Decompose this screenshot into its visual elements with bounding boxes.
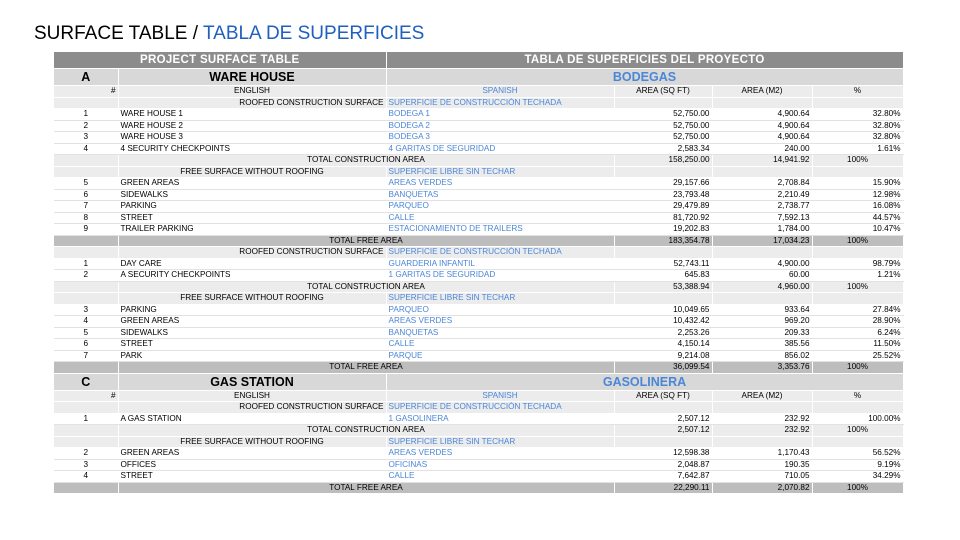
- table-row: [54, 109, 903, 121]
- row-english: GREEN AREAS: [118, 316, 386, 328]
- empty-cell: [54, 166, 118, 178]
- row-number: 3: [54, 132, 118, 144]
- column-area-m2: AREA (M2): [712, 86, 812, 98]
- empty-cell: [54, 97, 118, 109]
- row-number: 3: [54, 459, 118, 471]
- row-spanish: AREAS VERDES: [386, 178, 614, 190]
- row-number: 7: [54, 350, 118, 362]
- total-label: TOTAL FREE AREA: [118, 482, 614, 494]
- empty-cell: [712, 97, 812, 109]
- row-percent: 16.08%: [812, 201, 903, 213]
- row-area-sqft: 7,642.87: [614, 471, 712, 483]
- row-percent: 32.80%: [812, 109, 903, 121]
- row-spanish: PARQUE: [386, 350, 614, 362]
- empty-cell: [712, 293, 812, 305]
- row-percent: 27.84%: [812, 304, 903, 316]
- row-english: WARE HOUSE 2: [118, 120, 386, 132]
- row-number: 4: [54, 471, 118, 483]
- row-area-m2: 209.33: [712, 327, 812, 339]
- column-area-sqft: AREA (SQ FT): [614, 390, 712, 402]
- table-row: [54, 270, 903, 282]
- section-name-spanish: GASOLINERA: [386, 373, 903, 390]
- free-label-spanish: SUPERFICIE LIBRE SIN TECHAR: [386, 293, 614, 305]
- section-name-english: GAS STATION: [118, 373, 386, 390]
- empty-cell: [54, 436, 118, 448]
- row-spanish: ESTACIONAMIENTO DE TRAILERS: [386, 224, 614, 236]
- free-subheader-row: [54, 166, 903, 178]
- empty-cell: [812, 436, 903, 448]
- row-area-sqft: 4,150.14: [614, 339, 712, 351]
- row-number: 7: [54, 201, 118, 213]
- total-free-row: [54, 482, 903, 494]
- row-spanish: PARQUEO: [386, 201, 614, 213]
- roofed-label-english: ROOFED CONSTRUCTION SURFACE: [118, 247, 386, 259]
- row-area-sqft: 2,583.34: [614, 143, 712, 155]
- row-area-m2: 710.05: [712, 471, 812, 483]
- row-area-m2: 232.92: [712, 413, 812, 425]
- table-row: [54, 448, 903, 460]
- row-spanish: CALLE: [386, 471, 614, 483]
- table-row: [54, 132, 903, 144]
- empty-cell: [812, 97, 903, 109]
- row-area-sqft: 52,750.00: [614, 109, 712, 121]
- row-spanish: 4 GARITAS DE SEGURIDAD: [386, 143, 614, 155]
- surface-table: [54, 52, 904, 494]
- empty-cell: [812, 247, 903, 259]
- table-row: [54, 189, 903, 201]
- empty-cell: [54, 402, 118, 414]
- column-english: ENGLISH: [118, 86, 386, 98]
- column-percent: %: [812, 86, 903, 98]
- row-area-sqft: 81,720.92: [614, 212, 712, 224]
- row-area-sqft: 2,507.12: [614, 413, 712, 425]
- column-english: ENGLISH: [118, 390, 386, 402]
- row-spanish: PARQUEO: [386, 304, 614, 316]
- free-subheader-row: [54, 293, 903, 305]
- title-spanish: TABLA DE SUPERFICIES: [202, 23, 425, 44]
- title-english: SURFACE TABLE /: [34, 23, 199, 44]
- row-area-sqft: 12,598.38: [614, 448, 712, 460]
- roofed-subheader-row: [54, 402, 903, 414]
- total-percent: 100%: [812, 425, 903, 437]
- table-row: [54, 258, 903, 270]
- row-spanish: CALLE: [386, 212, 614, 224]
- total-percent: 100%: [812, 235, 903, 247]
- row-number: 6: [54, 339, 118, 351]
- table-row: [54, 339, 903, 351]
- free-label-spanish: SUPERFICIE LIBRE SIN TECHAR: [386, 436, 614, 448]
- row-number: 4: [54, 143, 118, 155]
- row-area-m2: 856.02: [712, 350, 812, 362]
- row-area-sqft: 2,253.26: [614, 327, 712, 339]
- total-area-sqft: 183,354.78: [614, 235, 712, 247]
- row-area-sqft: 10,049.65: [614, 304, 712, 316]
- total-area-m2: 3,353.76: [712, 362, 812, 374]
- row-area-m2: 240.00: [712, 143, 812, 155]
- table-row: [54, 327, 903, 339]
- row-english: DAY CARE: [118, 258, 386, 270]
- row-area-m2: 4,900.64: [712, 132, 812, 144]
- total-area-m2: 4,960.00: [712, 281, 812, 293]
- row-area-m2: 2,738.77: [712, 201, 812, 213]
- row-english: WARE HOUSE 3: [118, 132, 386, 144]
- row-area-m2: 1,170.43: [712, 448, 812, 460]
- section-header-row: [54, 69, 903, 86]
- surface-table-body: [54, 52, 903, 494]
- row-area-m2: 1,784.00: [712, 224, 812, 236]
- row-percent: 11.50%: [812, 339, 903, 351]
- row-area-sqft: 19,202.83: [614, 224, 712, 236]
- row-spanish: GUARDERIA INFANTIL: [386, 258, 614, 270]
- total-area-sqft: 158,250.00: [614, 155, 712, 167]
- table-row: [54, 178, 903, 190]
- row-area-m2: 969.20: [712, 316, 812, 328]
- header-spanish: TABLA DE SUPERFICIES DEL PROYECTO: [386, 52, 903, 69]
- column-header-row: [54, 86, 903, 98]
- empty-cell: [614, 166, 712, 178]
- row-area-m2: 385.56: [712, 339, 812, 351]
- roofed-subheader-row: [54, 247, 903, 259]
- row-english: GREEN AREAS: [118, 448, 386, 460]
- row-number: 2: [54, 448, 118, 460]
- row-spanish: BODEGA 2: [386, 120, 614, 132]
- empty-cell: [712, 166, 812, 178]
- empty-cell: [614, 247, 712, 259]
- total-area-m2: 232.92: [712, 425, 812, 437]
- row-area-sqft: 645.83: [614, 270, 712, 282]
- empty-cell: [54, 362, 118, 374]
- total-area-sqft: 53,388.94: [614, 281, 712, 293]
- table-row: [54, 316, 903, 328]
- row-area-sqft: 52,743.11: [614, 258, 712, 270]
- table-row: [54, 459, 903, 471]
- roofed-label-english: ROOFED CONSTRUCTION SURFACE: [118, 402, 386, 414]
- row-number: 5: [54, 178, 118, 190]
- roofed-label-spanish: SUPERFICIE DE CONSTRUCCIÓN TECHADA: [386, 402, 614, 414]
- total-percent: 100%: [812, 155, 903, 167]
- row-area-sqft: 9,214.08: [614, 350, 712, 362]
- column-area-m2: AREA (M2): [712, 390, 812, 402]
- empty-cell: [614, 436, 712, 448]
- row-area-m2: 60.00: [712, 270, 812, 282]
- column-spanish: SPANISH: [386, 390, 614, 402]
- row-area-sqft: 52,750.00: [614, 132, 712, 144]
- empty-cell: [54, 247, 118, 259]
- row-english: 4 SECURITY CHECKPOINTS: [118, 143, 386, 155]
- row-percent: 12.98%: [812, 189, 903, 201]
- row-percent: 100.00%: [812, 413, 903, 425]
- row-area-m2: 4,900.64: [712, 120, 812, 132]
- total-label: TOTAL FREE AREA: [118, 362, 614, 374]
- row-spanish: 1 GARITAS DE SEGURIDAD: [386, 270, 614, 282]
- row-spanish: BODEGA 3: [386, 132, 614, 144]
- row-area-sqft: 10,432.42: [614, 316, 712, 328]
- free-label-spanish: SUPERFICIE LIBRE SIN TECHAR: [386, 166, 614, 178]
- row-english: SIDEWALKS: [118, 327, 386, 339]
- total-construction-row: [54, 281, 903, 293]
- row-area-sqft: 23,793.48: [614, 189, 712, 201]
- total-free-row: [54, 235, 903, 247]
- total-label: TOTAL FREE AREA: [118, 235, 614, 247]
- row-english: STREET: [118, 471, 386, 483]
- empty-cell: [614, 293, 712, 305]
- row-area-m2: 2,708.84: [712, 178, 812, 190]
- column-header-row: [54, 390, 903, 402]
- row-area-m2: 4,900.00: [712, 258, 812, 270]
- row-spanish: BANQUETAS: [386, 327, 614, 339]
- row-english: SIDEWALKS: [118, 189, 386, 201]
- row-spanish: AREAS VERDES: [386, 448, 614, 460]
- table-row: [54, 304, 903, 316]
- row-number: 9: [54, 224, 118, 236]
- empty-cell: [54, 155, 118, 167]
- free-label-english: FREE SURFACE WITHOUT ROOFING: [118, 166, 386, 178]
- empty-cell: [614, 97, 712, 109]
- empty-cell: [812, 402, 903, 414]
- row-spanish: BANQUETAS: [386, 189, 614, 201]
- free-label-english: FREE SURFACE WITHOUT ROOFING: [118, 436, 386, 448]
- row-area-m2: 7,592.13: [712, 212, 812, 224]
- table-row: [54, 413, 903, 425]
- row-percent: 1.21%: [812, 270, 903, 282]
- row-percent: 1.61%: [812, 143, 903, 155]
- section-letter: A: [54, 69, 118, 86]
- row-english: OFFICES: [118, 459, 386, 471]
- roofed-label-spanish: SUPERFICIE DE CONSTRUCCIÓN TECHADA: [386, 97, 614, 109]
- empty-cell: [812, 293, 903, 305]
- row-english: PARKING: [118, 304, 386, 316]
- total-area-sqft: 36,099.54: [614, 362, 712, 374]
- table-row: [54, 201, 903, 213]
- row-english: PARK: [118, 350, 386, 362]
- header-english: PROJECT SURFACE TABLE: [54, 52, 386, 69]
- empty-cell: [54, 293, 118, 305]
- table-row: [54, 350, 903, 362]
- empty-cell: [712, 402, 812, 414]
- table-row: [54, 224, 903, 236]
- table-row: [54, 212, 903, 224]
- row-percent: 32.80%: [812, 120, 903, 132]
- total-area-sqft: 2,507.12: [614, 425, 712, 437]
- row-spanish: OFICINAS: [386, 459, 614, 471]
- total-area-m2: 17,034.23: [712, 235, 812, 247]
- free-label-english: FREE SURFACE WITHOUT ROOFING: [118, 293, 386, 305]
- total-free-row: [54, 362, 903, 374]
- row-area-m2: 190.35: [712, 459, 812, 471]
- row-percent: 34.29%: [812, 471, 903, 483]
- row-area-m2: 2,210.49: [712, 189, 812, 201]
- roofed-label-spanish: SUPERFICIE DE CONSTRUCCIÓN TECHADA: [386, 247, 614, 259]
- row-number: 5: [54, 327, 118, 339]
- column-number: #: [54, 86, 118, 98]
- row-spanish: AREAS VERDES: [386, 316, 614, 328]
- slide-title: [34, 22, 424, 46]
- row-percent: 10.47%: [812, 224, 903, 236]
- table-row: [54, 143, 903, 155]
- column-number: #: [54, 390, 118, 402]
- empty-cell: [54, 235, 118, 247]
- row-english: WARE HOUSE 1: [118, 109, 386, 121]
- empty-cell: [812, 166, 903, 178]
- section-name-spanish: BODEGAS: [386, 69, 903, 86]
- row-number: 6: [54, 189, 118, 201]
- row-english: STREET: [118, 212, 386, 224]
- column-area-sqft: AREA (SQ FT): [614, 86, 712, 98]
- row-english: STREET: [118, 339, 386, 351]
- total-area-sqft: 22,290.11: [614, 482, 712, 494]
- table-row: [54, 120, 903, 132]
- total-label: TOTAL CONSTRUCTION AREA: [118, 281, 614, 293]
- row-english: GREEN AREAS: [118, 178, 386, 190]
- row-number: 4: [54, 316, 118, 328]
- row-percent: 25.52%: [812, 350, 903, 362]
- row-area-sqft: 29,479.89: [614, 201, 712, 213]
- empty-cell: [54, 425, 118, 437]
- total-construction-row: [54, 425, 903, 437]
- table-row: [54, 471, 903, 483]
- table-header-row: [54, 52, 903, 69]
- row-area-m2: 933.64: [712, 304, 812, 316]
- empty-cell: [712, 436, 812, 448]
- row-spanish: BODEGA 1: [386, 109, 614, 121]
- column-spanish: SPANISH: [386, 86, 614, 98]
- total-percent: 100%: [812, 281, 903, 293]
- row-percent: 56.52%: [812, 448, 903, 460]
- total-percent: 100%: [812, 482, 903, 494]
- row-area-m2: 4,900.64: [712, 109, 812, 121]
- total-construction-row: [54, 155, 903, 167]
- row-percent: 6.24%: [812, 327, 903, 339]
- row-area-sqft: 52,750.00: [614, 120, 712, 132]
- row-number: 1: [54, 413, 118, 425]
- roofed-label-english: ROOFED CONSTRUCTION SURFACE: [118, 97, 386, 109]
- row-spanish: 1 GASOLINERA: [386, 413, 614, 425]
- roofed-subheader-row: [54, 97, 903, 109]
- row-number: 1: [54, 109, 118, 121]
- empty-cell: [614, 402, 712, 414]
- total-label: TOTAL CONSTRUCTION AREA: [118, 425, 614, 437]
- total-label: TOTAL CONSTRUCTION AREA: [118, 155, 614, 167]
- empty-cell: [712, 247, 812, 259]
- total-percent: 100%: [812, 362, 903, 374]
- row-number: 2: [54, 270, 118, 282]
- row-percent: 15.90%: [812, 178, 903, 190]
- row-spanish: CALLE: [386, 339, 614, 351]
- total-area-m2: 2,070.82: [712, 482, 812, 494]
- row-english: A SECURITY CHECKPOINTS: [118, 270, 386, 282]
- row-english: PARKING: [118, 201, 386, 213]
- section-letter: C: [54, 373, 118, 390]
- row-english: A GAS STATION: [118, 413, 386, 425]
- free-subheader-row: [54, 436, 903, 448]
- row-percent: 98.79%: [812, 258, 903, 270]
- empty-cell: [54, 482, 118, 494]
- row-percent: 28.90%: [812, 316, 903, 328]
- column-percent: %: [812, 390, 903, 402]
- row-area-sqft: 2,048.87: [614, 459, 712, 471]
- empty-cell: [54, 281, 118, 293]
- row-area-sqft: 29,157.66: [614, 178, 712, 190]
- row-percent: 9.19%: [812, 459, 903, 471]
- row-number: 1: [54, 258, 118, 270]
- section-header-row: [54, 373, 903, 390]
- row-number: 8: [54, 212, 118, 224]
- row-percent: 32.80%: [812, 132, 903, 144]
- row-number: 2: [54, 120, 118, 132]
- row-number: 3: [54, 304, 118, 316]
- row-percent: 44.57%: [812, 212, 903, 224]
- row-english: TRAILER PARKING: [118, 224, 386, 236]
- section-name-english: WARE HOUSE: [118, 69, 386, 86]
- total-area-m2: 14,941.92: [712, 155, 812, 167]
